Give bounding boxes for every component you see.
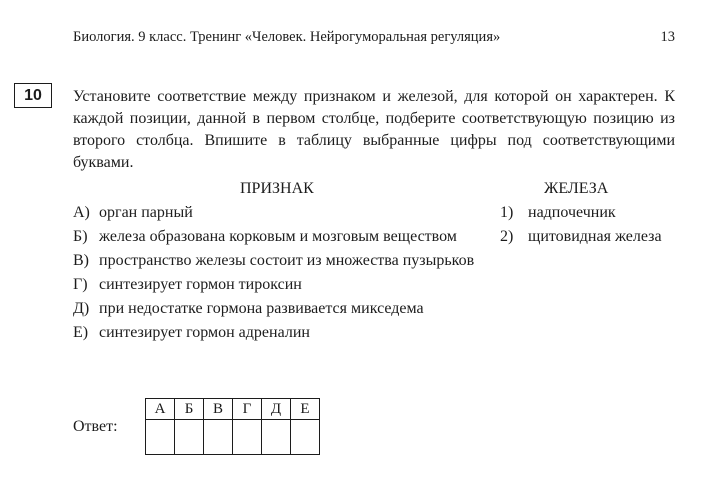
answer-cell[interactable] <box>175 420 204 455</box>
page-header: Биология. 9 класс. Тренинг «Человек. Нейрогуморальная регуляция» <box>73 29 501 45</box>
feature-text: синтезирует гормон адреналин <box>99 324 310 341</box>
feature-key: Е) <box>73 324 89 341</box>
gland-list <box>500 202 675 250</box>
feature-item <box>73 202 478 223</box>
feature-key: Б) <box>73 228 88 245</box>
feature-item <box>73 298 478 319</box>
feature-list <box>73 202 478 346</box>
gland-column-heading: ЖЕЛЕЗА <box>544 180 609 197</box>
feature-text: орган парный <box>99 204 193 221</box>
feature-item <box>73 274 478 295</box>
gland-text: надпочечник <box>528 204 616 221</box>
feature-item <box>73 226 478 247</box>
answer-letter: А <box>146 399 175 420</box>
answer-letter: Б <box>175 399 204 420</box>
answer-cell[interactable] <box>204 420 233 455</box>
feature-key: А) <box>73 204 90 221</box>
feature-text: пространство железы состоит из множества пузырьков <box>99 252 475 269</box>
gland-item <box>500 226 675 247</box>
gland-text: щитовидная железа <box>528 228 662 245</box>
gland-key: 2) <box>500 228 514 245</box>
feature-text: железа образована корковым и мозговым веществом <box>99 228 457 245</box>
feature-key: В) <box>73 252 89 269</box>
task-prompt: Установите соответствие между признаком и железой, для которой он характерен. К каждой позиции, данной в первом столбце, подберите соответствующую позицию из второго столбца. Впишите в таблицу выбранные цифры под соответствующими буквами. <box>73 88 675 171</box>
task-number-box <box>14 83 52 108</box>
answer-letter: Е <box>291 399 320 420</box>
answer-cell[interactable] <box>262 420 291 455</box>
task-number: 10 <box>24 86 42 104</box>
answer-cell[interactable] <box>146 420 175 455</box>
page-number: 13 <box>660 29 675 45</box>
gland-key: 1) <box>500 204 514 221</box>
feature-column-heading: ПРИЗНАК <box>240 180 314 197</box>
answer-header-row <box>146 399 320 420</box>
answer-letter: Д <box>262 399 291 420</box>
feature-item <box>73 322 478 343</box>
feature-item <box>73 250 478 271</box>
answer-letter: Г <box>233 399 262 420</box>
answer-cell[interactable] <box>291 420 320 455</box>
gland-item <box>500 202 675 223</box>
feature-text: при недостатке гормона развивается микседема <box>99 300 424 317</box>
answer-cell[interactable] <box>233 420 262 455</box>
feature-text: синтезирует гормон тироксин <box>99 276 302 293</box>
feature-key: Г) <box>73 276 88 293</box>
answer-input-row <box>146 420 320 455</box>
answer-table <box>145 398 320 455</box>
answer-label: Ответ: <box>73 418 118 435</box>
feature-key: Д) <box>73 300 90 317</box>
answer-letter: В <box>204 399 233 420</box>
